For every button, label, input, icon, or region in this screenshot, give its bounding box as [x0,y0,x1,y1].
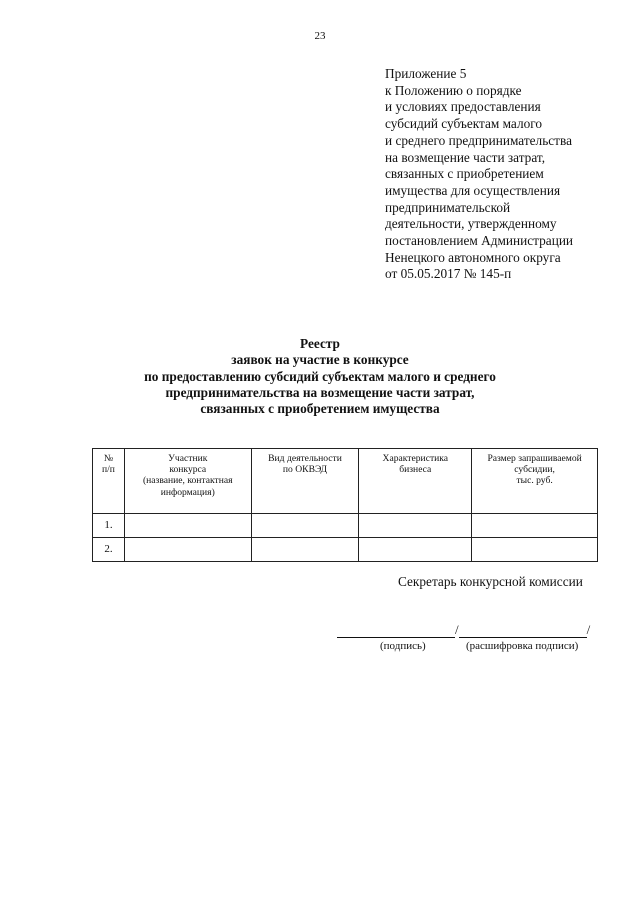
column-header-subsidy [472,449,598,514]
secretary-label: Секретарь конкурсной комиссии [398,574,583,589]
appendix-line: предпринимательской [385,199,511,215]
appendix-line: на возмещение части затрат, [385,149,546,165]
title-line: по предоставлению субсидий субъектам малого и среднего [144,368,496,384]
title-line: заявок на участие в конкурсе [231,352,409,368]
header-text: Размер запрашиваемой [487,453,582,464]
column-header-activity [251,449,359,514]
header-text: по ОКВЭД [282,464,328,476]
column-header-number [93,449,125,514]
subsidy-cell [472,514,598,538]
appendix-line: и среднего предпринимательства [385,132,572,148]
subsidy-cell [472,538,598,562]
signature-caption: (подпись) [380,640,426,652]
header-text: Характеристика [382,453,449,464]
signature-blank [337,623,455,638]
appendix-line: к Положению о порядке [385,82,522,98]
page-number: 23 [314,30,326,42]
table-header-row [93,449,598,514]
title-line: связанных с приобретением имущества [200,401,440,417]
column-header-business [359,449,472,514]
table-row [93,538,598,562]
header-text: конкурса [169,464,207,476]
appendix-block [385,66,625,283]
participant-cell [124,538,251,562]
header-text: субсидии, [514,464,555,476]
title-line: Реестр [300,336,340,351]
activity-cell [251,514,359,538]
appendix-line: от 05.05.2017 № 145-п [385,266,512,282]
row-number: 2. [93,538,125,562]
business-cell [359,514,472,538]
appendix-line: Приложение 5 [385,66,467,81]
decode-blank [459,623,587,638]
document-title [0,336,640,417]
registry-table [92,448,598,562]
appendix-line: субсидий субъектам малого [385,116,543,132]
decode-caption: (расшифровка подписи) [466,640,579,652]
appendix-line: деятельности, утвержденному [385,216,557,232]
column-header-participant [124,449,251,514]
appendix-line: имущества для осуществления [385,182,561,198]
row-number: 1. [93,514,125,538]
participant-cell [124,514,251,538]
signature-separator: / [455,622,459,637]
header-text: бизнеса [399,464,432,476]
table-row [93,514,598,538]
header-text: № [103,453,114,464]
signature-closing: / [586,622,591,637]
title-line: предпринимательства на возмещение части затрат, [165,384,475,400]
appendix-line: постановлением Администрации [385,233,574,249]
business-cell [359,538,472,562]
appendix-line: Ненецкого автономного округа [385,249,561,265]
header-text: информация) [160,486,215,498]
header-text: Участник [168,453,208,464]
activity-cell [251,538,359,562]
header-text: п/п [101,464,115,476]
appendix-line: связанных с приобретением [385,166,544,182]
signature-line [337,622,590,638]
header-text: тыс. руб. [516,475,553,487]
header-text: Вид деятельности [268,453,342,464]
appendix-line: и условиях предоставления [385,99,541,115]
header-text: (название, контактная [142,475,233,487]
